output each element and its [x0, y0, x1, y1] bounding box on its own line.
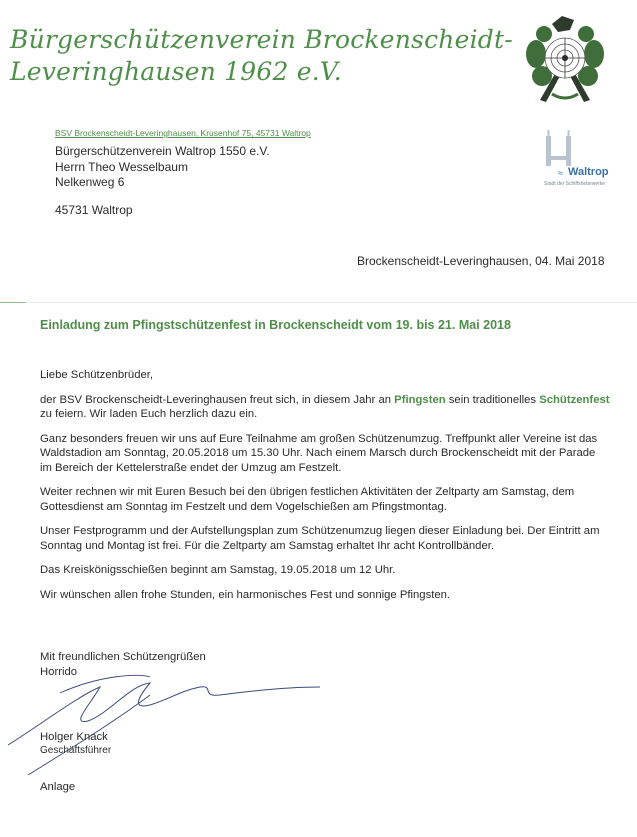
closing-horrido: Horrido — [40, 665, 78, 678]
closing-greeting: Mit freundlichen Schützengrüßen — [40, 651, 206, 663]
club-letterhead-title — [10, 24, 513, 88]
waltrop-logo-name: Waltrop — [568, 166, 609, 178]
waltrop-city-logo — [540, 128, 612, 190]
paragraph-6: Wir wünschen allen frohe Stunden, ein harmonisches Fest und sonnige Pfingsten. — [40, 588, 451, 601]
signer-role: Geschäftsführer — [40, 745, 112, 756]
waltrop-tower-icon — [540, 128, 580, 168]
waltrop-logo-tagline: Stadt der Schiffshebewerke — [544, 181, 606, 187]
salutation: Liebe Schützenbrüder, — [40, 369, 154, 381]
club-name-line2: Leveringhausen 1962 e.V. — [10, 57, 342, 86]
p1-text-b: sein traditionelles — [445, 393, 540, 406]
letter-body — [40, 368, 610, 612]
p1-highlight-schuetzenfest: Schützenfest — [539, 393, 610, 406]
recipient-line3: Nelkenweg 6 — [55, 175, 125, 189]
p1-text-c: zu feiern. Wir laden Euch herzlich dazu ein. — [40, 408, 258, 420]
sender-return-address: BSV Brockenscheidt-Leveringhausen, Krusenhof 75, 45731 Waltrop — [55, 128, 311, 138]
shooting-target-wreath-icon — [522, 14, 608, 106]
signer-block — [40, 731, 111, 757]
paragraph-5: Das Kreiskönigsschießen beginnt am Samstag, 19.05.2018 um 12 Uhr. — [40, 564, 396, 576]
paragraph-1 — [40, 393, 610, 422]
recipient-line1: Bürgerschützenverein Waltrop 1550 e.V. — [55, 144, 270, 158]
attachment-note: Anlage — [40, 781, 76, 793]
signer-name: Holger Knack — [40, 731, 108, 743]
recipient-city: 45731 Waltrop — [55, 202, 133, 217]
letter-subject: Einladung zum Pfingstschützenfest in Brockenscheidt vom 19. bis 21. Mai 2018 — [40, 318, 511, 332]
paragraph-4: Unser Festprogramm und der Aufstellungsplan zum Schützenumzug liegen dieser Einladung bei. Der Eintritt am Sonntag und Montag ist frei. Für die Zeltparty am Samstag erhaltet Ihr acht Kontrollbänder. — [40, 525, 600, 552]
p1-text-a: der BSV Brockenscheidt-Leveringhausen freut sich, in diesem Jahr an — [40, 393, 395, 406]
p1-highlight-pfingsten: Pfingsten — [394, 393, 446, 406]
paragraph-2: Ganz besonders freuen wir uns auf Eure Teilnahme am großen Schützenumzug. Treffpunkt aller Vereine ist das Waldstadion am Sonntag, 20.05.2018 um 15.30 Uhr. Nach einem Marsch durch Brockenscheidt mit der Parade im Bereich der Kettelerstraße endet der Umzug am Festzelt. — [40, 432, 598, 474]
handwritten-signature — [0, 665, 330, 775]
divider — [0, 302, 637, 303]
letter-date: Brockenscheidt-Leveringhausen, 04. Mai 2018 — [357, 254, 605, 268]
recipient-address — [55, 144, 270, 218]
paragraph-3: Weiter rechnen wir mit Euren Besuch bei den übrigen festlichen Aktivitäten der Zeltparty am Samstag, dem Gottesdienst am Sonntag im Festzelt und dem Vogelschießen am Pfingstmontag. — [40, 486, 575, 513]
recipient-line2: Herrn Theo Wesselbaum — [55, 159, 188, 174]
club-name-line1: Bürgerschützenverein Brockenscheidt- — [10, 25, 513, 54]
waves-icon: ≈ — [558, 168, 563, 178]
